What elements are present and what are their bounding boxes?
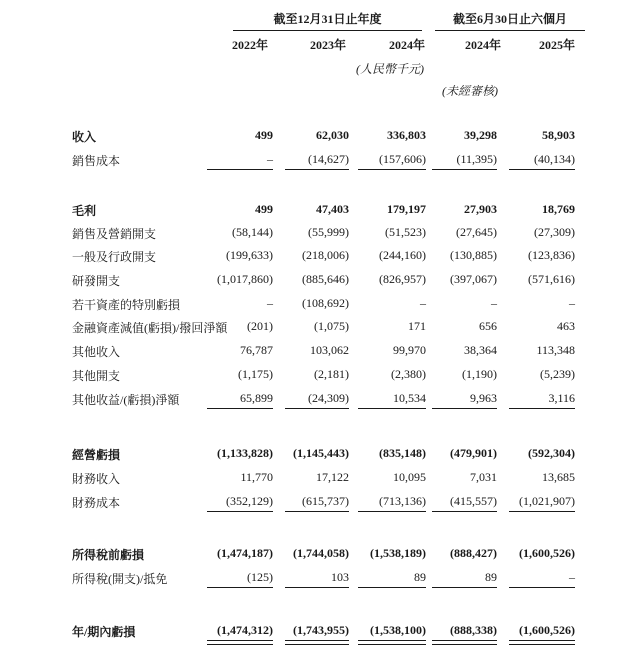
underline [285,587,349,588]
row-label: 銷售及營銷開支 [72,227,157,241]
row-value: 17,122 [316,470,349,484]
year-2024-fy: 2024年 [388,38,425,52]
row-value: (11,395) [456,152,497,166]
row-label: 毛利 [72,204,97,218]
row-value: 113,348 [536,343,575,357]
row-value: (1,021,907) [519,494,575,508]
year-2024-half: 2024年 [464,38,501,52]
row-value: (5,239) [540,367,575,381]
underline [285,408,349,409]
row-value: 27,903 [464,202,497,216]
row-value: (826,957) [379,272,426,286]
row-value: (1,175) [238,367,273,381]
row-value: 10,095 [393,470,426,484]
underline [207,587,273,588]
row-value: (1,743,955) [293,623,349,637]
underline [358,511,426,512]
row-value: (199,633) [226,248,273,262]
row-value: (1,017,860) [217,272,273,286]
row-value: (55,999) [308,225,349,239]
underline [432,169,497,170]
row-label: 財務成本 [72,496,121,510]
row-value: 9,963 [470,391,497,405]
row-value: (1,190) [462,367,497,381]
row-value: 7,031 [470,470,497,484]
year-2022: 2022年 [231,38,268,52]
row-value: (1,538,100) [370,623,426,637]
row-value: 99,970 [393,343,426,357]
row-value: (1,145,443) [293,446,349,460]
row-value: (201) [247,319,273,333]
double-underline [358,640,426,645]
row-value: (415,557) [450,494,497,508]
underline [509,408,575,409]
row-value: (352,129) [226,494,273,508]
row-value: 103 [331,570,349,584]
row-label: 研發開支 [72,274,121,288]
row-value: (1,474,187) [217,546,273,560]
double-underline [432,640,497,645]
row-value: 38,364 [464,343,497,357]
year-2025-half: 2025年 [538,38,575,52]
row-value: (58,144) [232,225,273,239]
row-value: (1,474,312) [217,623,273,637]
row-value: (885,646) [302,272,349,286]
row-value: (888,338) [450,623,497,637]
row-label: 收入 [72,130,97,144]
row-label: 年/期內虧損 [72,625,136,639]
underline [509,169,575,170]
underline [358,169,426,170]
row-label: 所得稅(開支)/抵免 [72,572,168,586]
row-value: – [420,296,426,310]
row-value: 89 [414,570,426,584]
row-label: 其他開支 [72,369,121,383]
row-value: 76,787 [240,343,273,357]
row-value: – [569,570,575,584]
row-value: (14,627) [308,152,349,166]
underline [207,169,273,170]
row-value: 58,903 [542,128,575,142]
underline [207,511,273,512]
row-value: 463 [557,319,575,333]
row-value: (713,136) [379,494,426,508]
row-value: (1,600,526) [519,546,575,560]
row-value: 171 [408,319,426,333]
underline [432,511,497,512]
row-value: (244,160) [379,248,426,262]
row-value: 65,899 [240,391,273,405]
year-2023: 2023年 [309,38,346,52]
row-value: (218,006) [302,248,349,262]
row-value: (571,616) [528,272,575,286]
row-value: 10,534 [393,391,426,405]
double-underline [207,640,273,645]
row-value: 336,803 [387,128,426,142]
row-label: 其他收入 [72,345,121,359]
row-value: (24,309) [308,391,349,405]
row-value: (108,692) [302,296,349,310]
row-value: 89 [485,570,497,584]
row-value: 179,197 [387,202,426,216]
row-value: (1,075) [314,319,349,333]
row-value: (888,427) [450,546,497,560]
row-value: (125) [247,570,273,584]
row-value: – [491,296,497,310]
header-fy-rule [233,30,422,31]
header-half-group: 截至6月30日止六個月 [452,12,567,26]
underline [432,587,497,588]
row-value: (2,181) [314,367,349,381]
row-value: (397,067) [450,272,497,286]
underline [285,511,349,512]
row-label: 財務收入 [72,472,121,486]
row-value: (2,380) [391,367,426,381]
row-value: (130,885) [450,248,497,262]
row-value: – [267,296,273,310]
row-value: (835,148) [379,446,426,460]
row-label: 銷售成本 [72,154,121,168]
underline [358,587,426,588]
underline [509,587,575,588]
row-value: 39,298 [464,128,497,142]
double-underline [509,640,575,645]
underline [207,408,273,409]
row-value: (1,538,189) [370,546,426,560]
row-value: (1,744,058) [293,546,349,560]
header-half-rule [435,30,585,31]
row-value: (479,901) [450,446,497,460]
row-label: 若干資產的特別虧損 [72,298,181,312]
row-value: (51,523) [385,225,426,239]
row-value: (27,309) [534,225,575,239]
row-value: 47,403 [316,202,349,216]
row-value: (123,836) [528,248,575,262]
underline [509,511,575,512]
row-value: 103,062 [310,343,349,357]
row-value: 11,770 [240,470,273,484]
row-label: 經營虧損 [72,448,121,462]
currency-note: (人民幣千元) [356,62,424,76]
underline [358,408,426,409]
row-value: – [569,296,575,310]
row-value: (40,134) [534,152,575,166]
row-value: (615,737) [302,494,349,508]
row-value: (1,600,526) [519,623,575,637]
double-underline [285,640,349,645]
row-value: 62,030 [316,128,349,142]
row-value: (27,645) [456,225,497,239]
row-value: 3,116 [548,391,575,405]
underline [432,408,497,409]
unaudited-note: (未經審核) [442,84,498,98]
row-value: (592,304) [528,446,575,460]
row-label: 所得稅前虧損 [72,548,145,562]
row-label: 金融資產減值(虧損)/撥回淨額 [72,321,228,335]
row-value: 656 [479,319,497,333]
row-value: 499 [255,128,273,142]
row-label: 其他收益/(虧損)淨額 [72,393,180,407]
row-value: 499 [255,202,273,216]
header-fy-group: 截至12月31日止年度 [273,12,382,26]
row-value: 18,769 [542,202,575,216]
row-value: (1,133,828) [217,446,273,460]
underline [285,169,349,170]
row-value: – [267,152,273,166]
row-value: 13,685 [542,470,575,484]
row-value: (157,606) [379,152,426,166]
row-label: 一般及行政開支 [72,250,157,264]
